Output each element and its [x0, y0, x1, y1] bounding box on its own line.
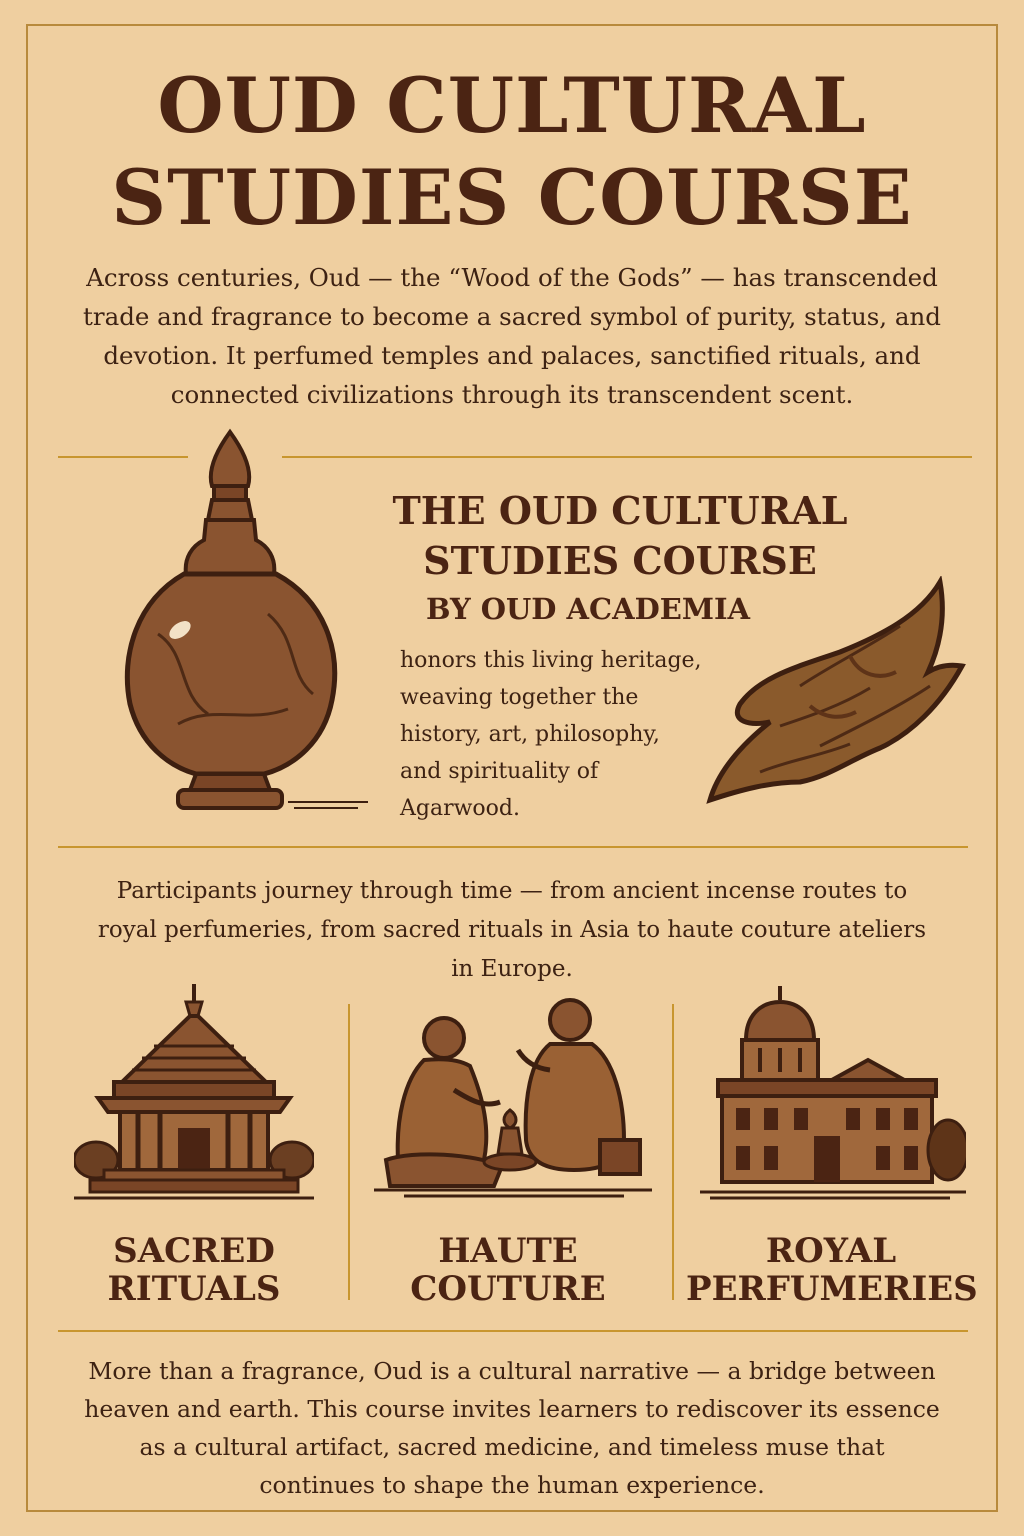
closing-line: as a cultural artifact, sacred medicine, and timeless muse that [139, 1433, 885, 1461]
course-description [400, 642, 720, 827]
theme-label-line: HAUTE [438, 1231, 578, 1271]
closing-line: continues to shape the human experience. [259, 1471, 765, 1499]
title-line-1: OUD CULTURAL [157, 61, 867, 150]
title-line-2: STUDIES COURSE [111, 153, 913, 242]
course-title [378, 486, 862, 586]
intro-line: connected civilizations through its transcendent scent. [170, 380, 854, 409]
temple-icon [74, 982, 314, 1204]
page-title [0, 60, 1024, 244]
theme-label-royal-perfumeries [686, 1232, 976, 1308]
course-author: BY OUD ACADEMIA [425, 592, 751, 626]
theme-label-line: COUTURE [410, 1269, 606, 1309]
journey-line: in Europe. [451, 956, 573, 982]
column-divider [672, 1004, 674, 1300]
theme-label-haute-couture [366, 1232, 650, 1308]
course-title-line: THE OUD CULTURAL [392, 488, 848, 533]
journey-line: Participants journey through time — from ancient incense routes to [116, 878, 908, 904]
intro-line: trade and fragrance to become a sacred symbol of purity, status, and [83, 302, 941, 331]
theme-label-line: SACRED [113, 1231, 275, 1271]
theme-label-line: PERFUMERIES [686, 1269, 978, 1309]
intro-line: Across centuries, Oud — the “Wood of the Gods” — has transcended [86, 263, 938, 292]
section-rule [58, 846, 968, 848]
section-rule [282, 456, 972, 458]
column-divider [348, 1004, 350, 1300]
section-rule [58, 1330, 968, 1332]
journey-paragraph [70, 872, 954, 989]
intro-paragraph [70, 258, 954, 414]
course-desc-line: and spirituality of [400, 759, 599, 784]
course-desc-line: weaving together the [400, 685, 639, 710]
palace-icon [700, 986, 966, 1204]
theme-label-line: RITUALS [107, 1269, 281, 1309]
intro-line: devotion. It perfumed temples and palaces, sanctified rituals, and [103, 341, 921, 370]
course-desc-line: Agarwood. [400, 796, 521, 821]
closing-line: More than a fragrance, Oud is a cultural narrative — a bridge between [88, 1357, 936, 1385]
closing-line: heaven and earth. This course invites learners to rediscover its essence [84, 1395, 940, 1423]
theme-label-line: ROYAL [765, 1231, 897, 1271]
course-desc-line: honors this living heritage, [400, 648, 702, 673]
closing-paragraph [70, 1352, 954, 1504]
course-title-line: STUDIES COURSE [423, 538, 817, 583]
journey-line: royal perfumeries, from sacred rituals in Asia to haute couture ateliers [97, 917, 927, 943]
agarwood-chunk-icon [700, 576, 972, 816]
artisans-icon [374, 990, 652, 1204]
theme-label-sacred-rituals [74, 1232, 314, 1308]
oud-bottle-icon [118, 424, 378, 816]
course-desc-line: history, art, philosophy, [400, 722, 660, 747]
